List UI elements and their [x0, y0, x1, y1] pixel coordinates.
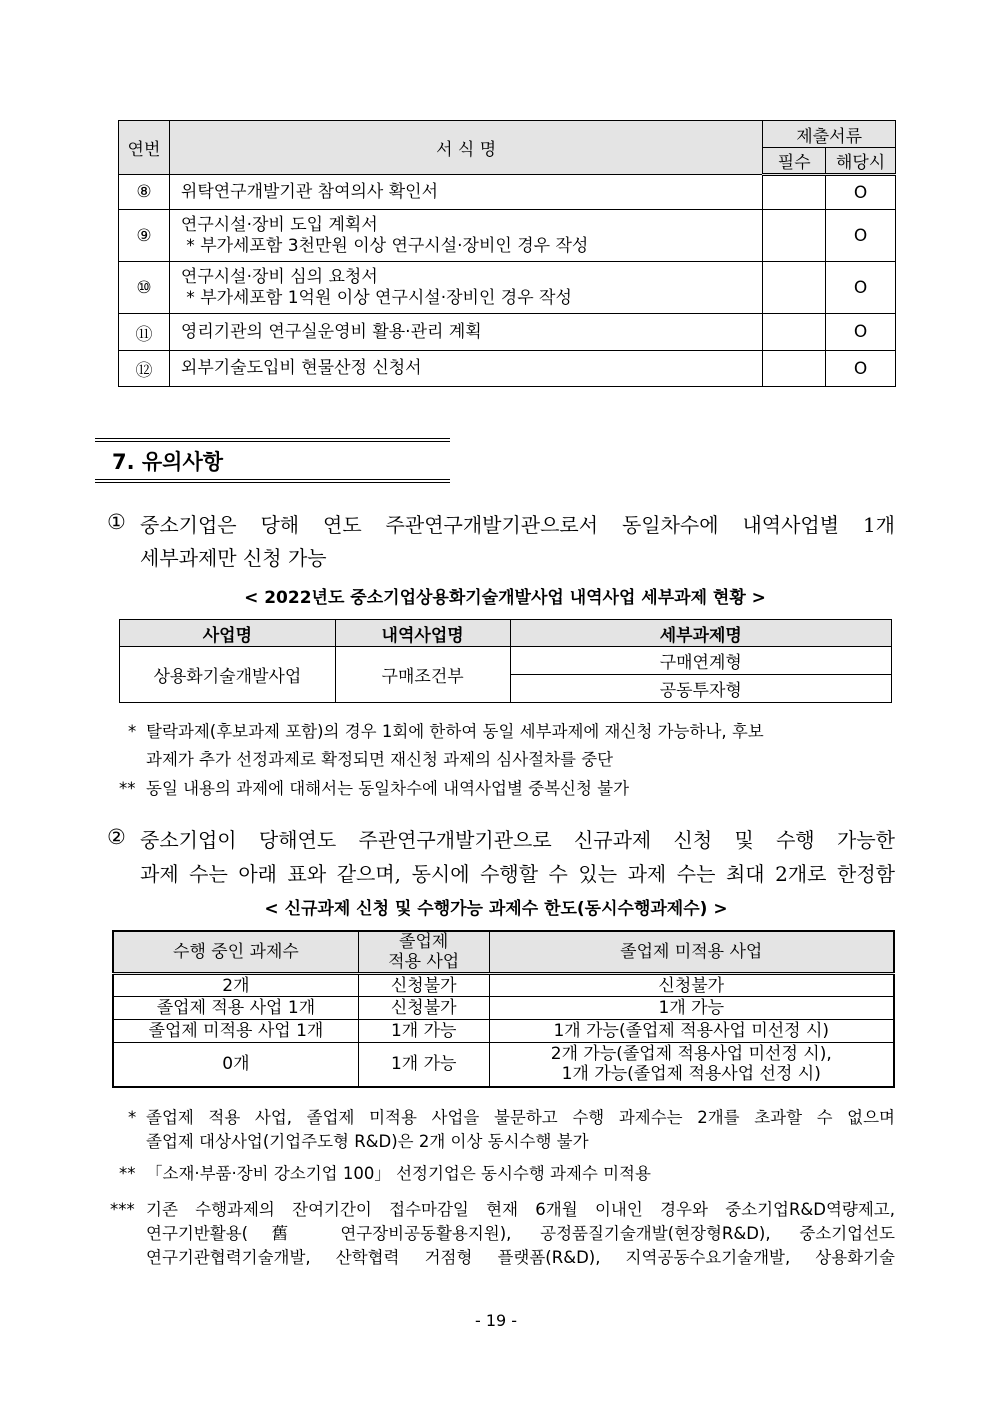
table3-caption: < 신규과제 신청 및 수행가능 과제수 한도(동시수행과제수) > [264, 899, 728, 919]
note-line: 과제가 추가 선정과제로 확정되면 재신청 과제의 심사절차를 중단 [146, 750, 614, 769]
table-row [119, 175, 896, 210]
section-rule-top [95, 438, 450, 439]
section-rule-bottom [95, 479, 450, 480]
header-graduation-applied [358, 931, 489, 974]
section-title: 7. 유의사항 [112, 450, 224, 474]
table-row [119, 210, 896, 262]
note-line: 졸업제 대상사업(기업주도형 R&D)은 2개 이상 동시수행 불가 [146, 1132, 589, 1151]
graduation-applied-value: 신청불가 [358, 997, 489, 1020]
note-line: 동일 내용의 과제에 대해서는 동일차수에 내역사업별 중복신청 불가 [146, 779, 630, 798]
note-mark: ** [119, 1164, 136, 1183]
section-rule-bottom-2 [95, 482, 450, 483]
table2-caption: < 2022년도 중소기업상용화기술개발사업 내역사업 세부과제 현황 > [244, 588, 766, 608]
header-graduation-line1: 졸업제 [399, 932, 449, 952]
note-line: 기존 수행과제의 잔여기간이 접수마감일 현재 6개월 이내인 경우와 중소기업R&D역량제고, [146, 1200, 895, 1219]
note-line: 「소재·부품·장비 강소기업 100」 선정기업은 동시수행 과제수 미적용 [146, 1164, 651, 1183]
header-current-tasks: 수행 중인 과제수 [113, 931, 358, 974]
header-no: 연번 [119, 121, 170, 175]
form-name: 연구시설·장비 도입 계획서 [180, 214, 378, 235]
concurrent-task-limit-table [112, 930, 895, 1088]
graduation-not-applied-value: 신청불가 [489, 974, 894, 997]
table-row [113, 1020, 894, 1043]
table-row [119, 314, 896, 351]
current-tasks: 졸업제 적용 사업 1개 [113, 997, 358, 1020]
header-sub-business: 내역사업명 [335, 620, 510, 647]
note-mark: * [128, 1108, 137, 1127]
graduation-applied-value: 1개 가능 [358, 1043, 489, 1087]
header-applicable: 해당시 [826, 148, 896, 175]
submission-forms-table [118, 120, 896, 387]
required-mark [763, 175, 826, 210]
item2-line1: 중소기업이 당해연도 주관연구개발기관으로 신규과제 신청 및 수행 가능한 [140, 828, 895, 852]
business-name: 상용화기술개발사업 [120, 647, 336, 703]
page-number: - 19 - [474, 1311, 518, 1330]
item-marker: ② [107, 825, 126, 849]
row-number: ⑨ [119, 210, 170, 262]
row-number: ⑫ [119, 351, 170, 387]
header-business: 사업명 [120, 620, 336, 647]
form-note: * 부가세포함 1억원 이상 연구시설·장비인 경우 작성 [180, 287, 572, 308]
task-name: 구매연계형 [510, 647, 892, 675]
note-line: 탈락과제(후보과제 포함)의 경우 1회에 한하여 동일 세부과제에 재신청 가능하나, 후보 [146, 722, 764, 741]
applicable-mark: O [826, 314, 896, 351]
note-line: 연구기반활용(舊 연구장비공동활용지원), 공정품질기술개발(현장형R&D), 중소기업선도 [146, 1224, 895, 1243]
section-rule-top-2 [95, 441, 450, 442]
applicable-mark: O [826, 351, 896, 387]
applicable-mark: O [826, 175, 896, 210]
item2-line2: 과제 수는 아래 표와 같으며, 동시에 수행할 수 있는 과제 수는 최대 2개로 한정함 [140, 862, 895, 886]
header-form-name: 서 식 명 [169, 121, 762, 175]
note-mark: * [128, 722, 137, 741]
graduation-not-applied-value: 1개 가능(졸업제 적용사업 선정 시) [561, 1064, 821, 1085]
graduation-not-applied-cell [489, 1043, 894, 1087]
graduation-not-applied-value: 1개 가능 [489, 997, 894, 1020]
table-row [113, 974, 894, 997]
form-name-cell [169, 262, 762, 314]
row-number: ⑧ [119, 175, 170, 210]
form-name-cell [169, 210, 762, 262]
applicable-mark: O [826, 262, 896, 314]
task-name: 공동투자형 [510, 675, 892, 703]
form-name: 위탁연구개발기관 참여의사 확인서 [169, 175, 762, 210]
item-marker: ① [107, 510, 126, 534]
sub-project-table [119, 619, 892, 703]
note-line: 졸업제 적용 사업, 졸업제 미적용 사업을 불문하고 수행 과제수는 2개를 초과할 수 없으며 [146, 1108, 895, 1127]
form-note: * 부가세포함 3천만원 이상 연구시설·장비인 경우 작성 [180, 235, 589, 256]
applicable-mark: O [826, 210, 896, 262]
note-mark: *** [110, 1200, 135, 1219]
table-row [119, 262, 896, 314]
item1-line1: 중소기업은 당해 연도 주관연구개발기관으로서 동일차수에 내역사업별 1개 [140, 513, 895, 537]
row-number: ⑪ [119, 314, 170, 351]
item1-line2: 세부과제만 신청 가능 [140, 546, 327, 570]
table-row [113, 997, 894, 1020]
header-required: 필수 [763, 148, 826, 175]
graduation-not-applied-value: 1개 가능(졸업제 적용사업 미선정 시) [489, 1020, 894, 1043]
graduation-applied-value: 1개 가능 [358, 1020, 489, 1043]
required-mark [763, 351, 826, 387]
current-tasks: 0개 [113, 1043, 358, 1087]
required-mark [763, 210, 826, 262]
form-name: 영리기관의 연구실운영비 활용·관리 계획 [169, 314, 762, 351]
required-mark [763, 314, 826, 351]
note-line: 연구기관협력기술개발, 산학협력 거점형 플랫폼(R&D), 지역공동수요기술개발, 상용화기술 [146, 1248, 895, 1267]
graduation-not-applied-value: 2개 가능(졸업제 적용사업 미선정 시), [550, 1044, 832, 1065]
required-mark [763, 262, 826, 314]
form-name: 외부기술도입비 현물산정 신청서 [169, 351, 762, 387]
note-mark: ** [119, 779, 136, 798]
graduation-applied-value: 신청불가 [358, 974, 489, 997]
header-task: 세부과제명 [510, 620, 892, 647]
table-row [113, 1043, 894, 1087]
header-submit-docs: 제출서류 [763, 121, 896, 148]
header-graduation-line2: 적용 사업 [388, 952, 460, 972]
current-tasks: 졸업제 미적용 사업 1개 [113, 1020, 358, 1043]
table-row [119, 351, 896, 387]
row-number: ⑩ [119, 262, 170, 314]
header-graduation-not-applied: 졸업제 미적용 사업 [489, 931, 894, 974]
sub-business-name: 구매조건부 [335, 647, 510, 703]
form-name: 연구시설·장비 심의 요청서 [180, 266, 378, 287]
current-tasks: 2개 [113, 974, 358, 997]
